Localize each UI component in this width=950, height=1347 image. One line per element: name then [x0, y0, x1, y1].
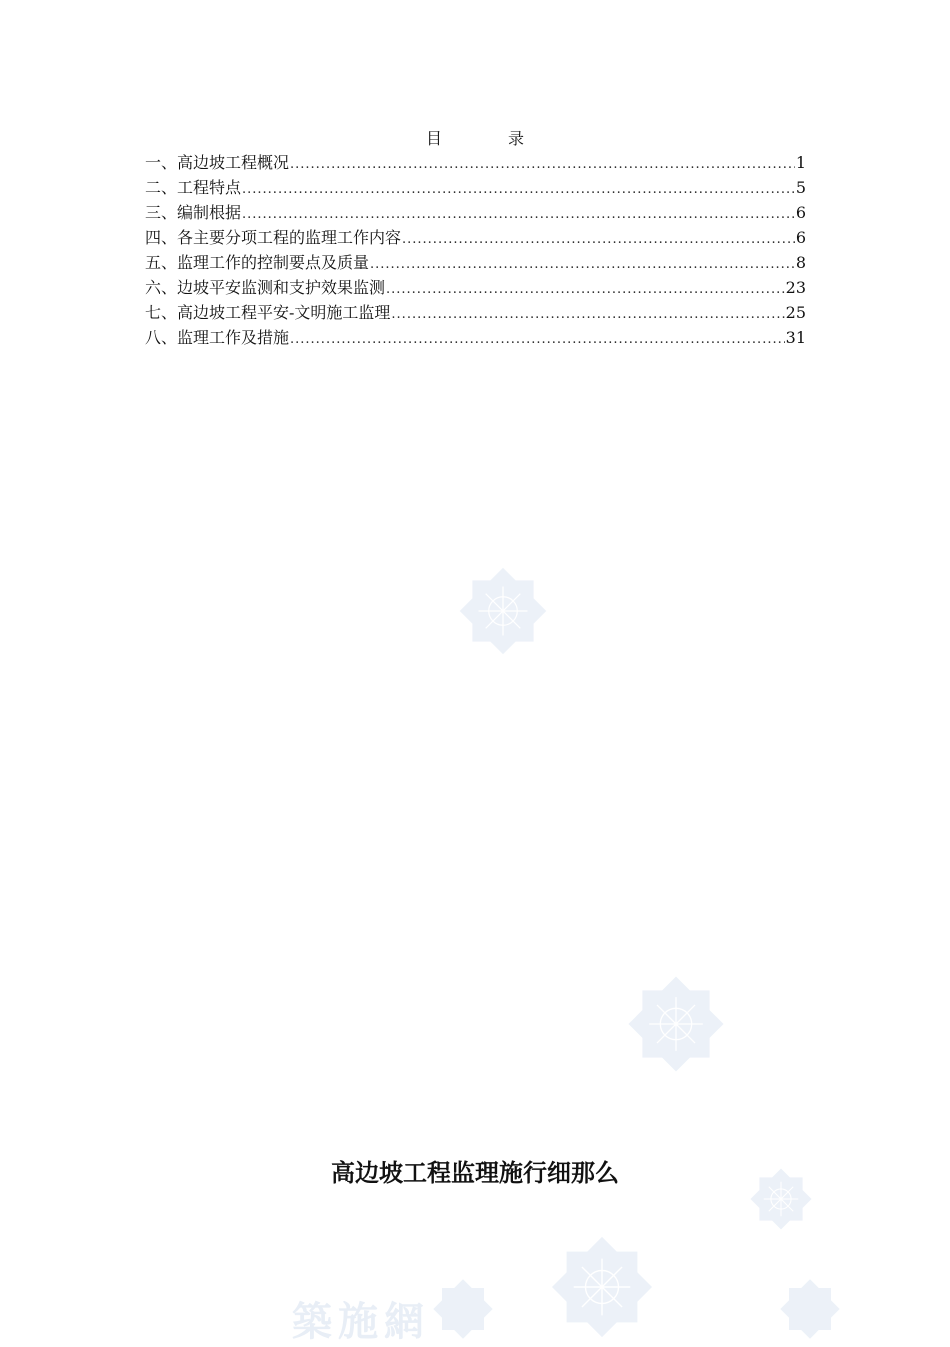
toc-entry[interactable]	[145, 150, 806, 175]
toc-entry-label: 六、边坡平安监测和支护效果监测	[145, 278, 386, 297]
watermark-emblem-icon	[543, 1228, 661, 1346]
toc-leader-dots	[402, 227, 795, 252]
watermark-text: 築施網	[292, 1298, 430, 1345]
toc-entry-page: 6	[795, 228, 806, 247]
toc-entry-label: 五、监理工作的控制要点及质量	[145, 253, 370, 272]
watermark-emblem-icon	[775, 1274, 845, 1344]
toc-entry-page: 1	[795, 153, 806, 172]
watermark-emblem-icon	[452, 560, 554, 662]
toc-entry-label: 一、高边坡工程概况	[145, 153, 290, 172]
toc-entry-page: 5	[795, 178, 806, 197]
toc-heading-left: 目	[425, 129, 442, 148]
toc-entry-page: 31	[785, 328, 806, 347]
toc-entry-label: 七、高边坡工程平安-文明施工监理	[145, 303, 391, 322]
toc-entry-page: 6	[795, 203, 806, 222]
toc-entry-label: 八、监理工作及措施	[145, 328, 290, 347]
toc-leader-dots	[242, 177, 795, 202]
toc-entry-label: 二、工程特点	[145, 178, 242, 197]
toc-entry-page: 25	[785, 303, 806, 322]
toc-entry-label: 四、各主要分项工程的监理工作内容	[145, 228, 402, 247]
toc-entry-page: 8	[795, 253, 806, 272]
toc-entry-page: 23	[785, 278, 806, 297]
toc-leader-dots	[370, 252, 795, 277]
toc-leader-dots	[242, 202, 795, 227]
toc-leader-dots	[290, 327, 785, 352]
toc-leader-dots	[391, 302, 784, 327]
toc-entry[interactable]	[145, 325, 806, 350]
toc-entry[interactable]	[145, 300, 806, 325]
toc-entry[interactable]	[145, 275, 806, 300]
watermark-emblem-icon	[428, 1274, 498, 1344]
toc-entry-label: 三、编制根据	[145, 203, 242, 222]
toc-heading	[0, 126, 950, 149]
toc-entry[interactable]	[145, 225, 806, 250]
table-of-contents	[145, 150, 806, 350]
toc-heading-right: 录	[508, 129, 525, 148]
toc-leader-dots	[386, 277, 785, 302]
document-title: 高边坡工程监理施行细那么	[331, 1159, 619, 1187]
toc-leader-dots	[290, 152, 795, 177]
toc-entry[interactable]	[145, 200, 806, 225]
toc-entry[interactable]	[145, 175, 806, 200]
watermark-emblem-icon	[620, 968, 732, 1080]
toc-entry[interactable]	[145, 250, 806, 275]
